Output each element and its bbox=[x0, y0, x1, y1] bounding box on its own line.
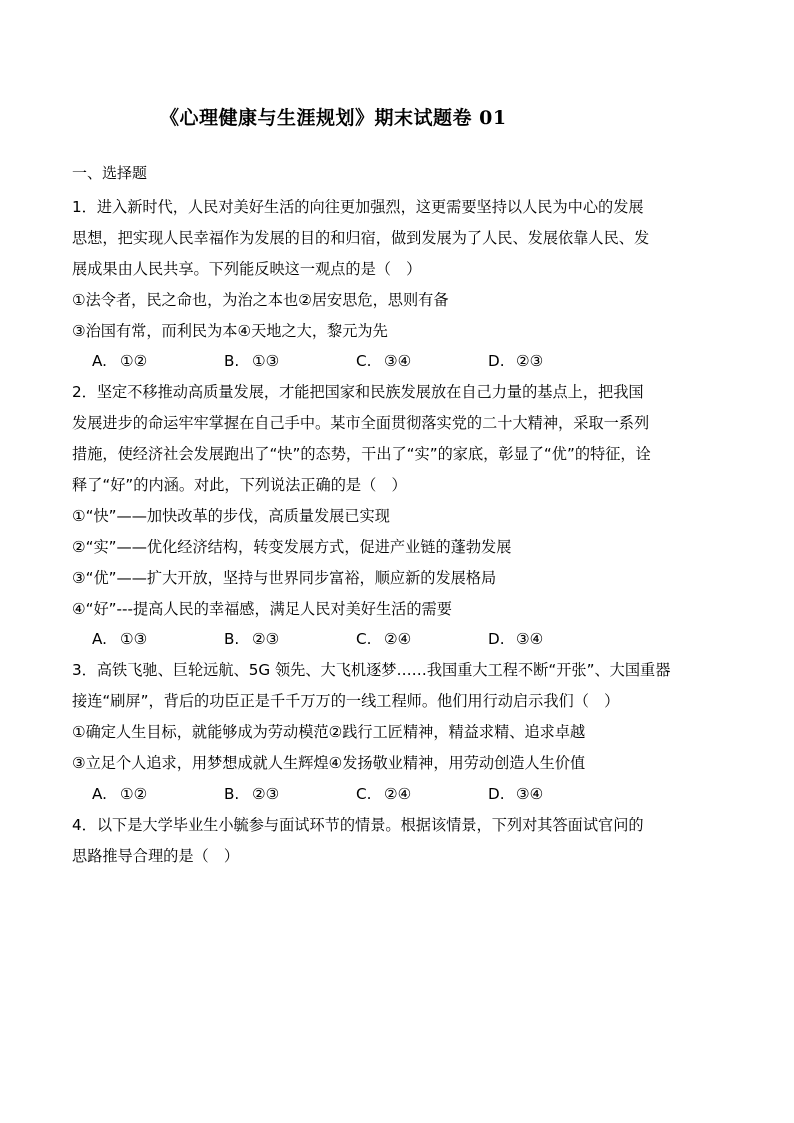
option-letter: D. bbox=[488, 784, 505, 803]
option-text: ②③ bbox=[252, 630, 280, 649]
option-letter: D. bbox=[488, 352, 505, 371]
statement-line: ②“实”——优化经济结构，转变发展方式，促进产业链的蓬勃发展 bbox=[72, 537, 512, 556]
option-c bbox=[356, 779, 488, 810]
question-list bbox=[72, 192, 692, 872]
option-letter: D. bbox=[488, 630, 505, 649]
option-d bbox=[488, 624, 620, 655]
question-text-line: 措施，使经济社会发展跑出了“快”的态势，干出了“实”的家底，彰显了“优”的特征，诠 bbox=[72, 445, 651, 464]
option-letter: C. bbox=[356, 630, 372, 649]
option-text: ②③ bbox=[252, 784, 280, 803]
option-b bbox=[224, 779, 356, 810]
question-text-line: 展成果由人民共享。下列能反映这一观点的是（ ） bbox=[72, 259, 422, 278]
statement-line: ③“优”——扩大开放，坚持与世界同步富裕，顺应新的发展格局 bbox=[72, 568, 497, 587]
question-2 bbox=[72, 377, 692, 655]
question-text-line: 接连“刷屏”，背后的功臣正是千千万万的一线工程师。他们用行动启示我们（ ） bbox=[72, 692, 620, 711]
option-b bbox=[224, 624, 356, 655]
option-a bbox=[92, 779, 224, 810]
statement-line: ③治国有常，而利民为本④天地之大，黎元为先 bbox=[72, 321, 388, 340]
question-text-line: 释了“好”的内涵。对此，下列说法正确的是（ ） bbox=[72, 476, 407, 495]
question-text-line: 思想，把实现人民幸福作为发展的目的和归宿，做到发展为了人民、发展依靠人民、发 bbox=[72, 228, 650, 247]
option-text: ①③ bbox=[120, 630, 148, 649]
answer-options bbox=[72, 624, 692, 655]
page-title: 《心理健康与生涯规划》期末试题卷 01 bbox=[160, 107, 507, 129]
question-text-line: 1．进入新时代，人民对美好生活的向往更加强烈，这更需要坚持以人民为中心的发展 bbox=[72, 198, 644, 216]
statement-line: ①“快”——加快改革的步伐，高质量发展已实现 bbox=[72, 506, 390, 525]
option-d bbox=[488, 346, 620, 377]
statement-line: ④“好”---提高人民的幸福感，满足人民对美好生活的需要 bbox=[72, 599, 452, 618]
option-text: ③④ bbox=[516, 630, 544, 649]
statement-line: ①确定人生目标，就能够成为劳动模范②践行工匠精神，精益求精、追求卓越 bbox=[72, 723, 586, 742]
option-letter: B. bbox=[224, 352, 240, 371]
question-text-line: 4．以下是大学毕业生小毓参与面试环节的情景。根据该情景，下列对其答面试官问的 bbox=[72, 815, 644, 834]
answer-options bbox=[72, 346, 692, 377]
option-text: ②③ bbox=[516, 352, 544, 371]
question-text-line: 3．高铁飞驰、巨轮远航、5G 领先、大飞机逐梦……我国重大工程不断“开张”、大国重器 bbox=[72, 661, 671, 680]
option-b bbox=[224, 346, 356, 377]
option-letter: A. bbox=[92, 630, 107, 649]
question-3 bbox=[72, 655, 692, 809]
option-text: ①② bbox=[120, 352, 148, 371]
statement-line: ③立足个人追求，用梦想成就人生辉煌④发扬敬业精神，用劳动创造人生价值 bbox=[72, 754, 586, 773]
question-text-line: 思路推导合理的是（ ） bbox=[72, 846, 240, 865]
option-text: ③④ bbox=[384, 352, 412, 371]
option-text: ②④ bbox=[384, 784, 412, 803]
option-letter: A. bbox=[92, 784, 107, 803]
option-a bbox=[92, 624, 224, 655]
option-a bbox=[92, 346, 224, 377]
option-text: ③④ bbox=[516, 784, 544, 803]
option-letter: B. bbox=[224, 784, 240, 803]
option-d bbox=[488, 779, 620, 810]
option-text: ①③ bbox=[252, 352, 280, 371]
statement-line: ①法令者，民之命也，为治之本也②居安思危，思则有备 bbox=[72, 290, 449, 309]
option-c bbox=[356, 346, 488, 377]
question-4 bbox=[72, 810, 692, 872]
option-letter: B. bbox=[224, 630, 240, 649]
question-text-line: 2．坚定不移推动高质量发展，才能把国家和民族发展放在自己力量的基点上，把我国 bbox=[72, 383, 644, 402]
section-heading: 一、选择题 bbox=[72, 164, 148, 182]
option-letter: C. bbox=[356, 352, 372, 371]
option-letter: C. bbox=[356, 784, 372, 803]
question-1 bbox=[72, 192, 692, 377]
option-text: ②④ bbox=[384, 630, 412, 649]
option-text: ①② bbox=[120, 784, 148, 803]
option-letter: A. bbox=[92, 352, 107, 371]
answer-options bbox=[72, 779, 692, 810]
option-c bbox=[356, 624, 488, 655]
question-text-line: 发展进步的命运牢牢掌握在自己手中。某市全面贯彻落实党的二十大精神，采取一系列 bbox=[72, 414, 650, 433]
